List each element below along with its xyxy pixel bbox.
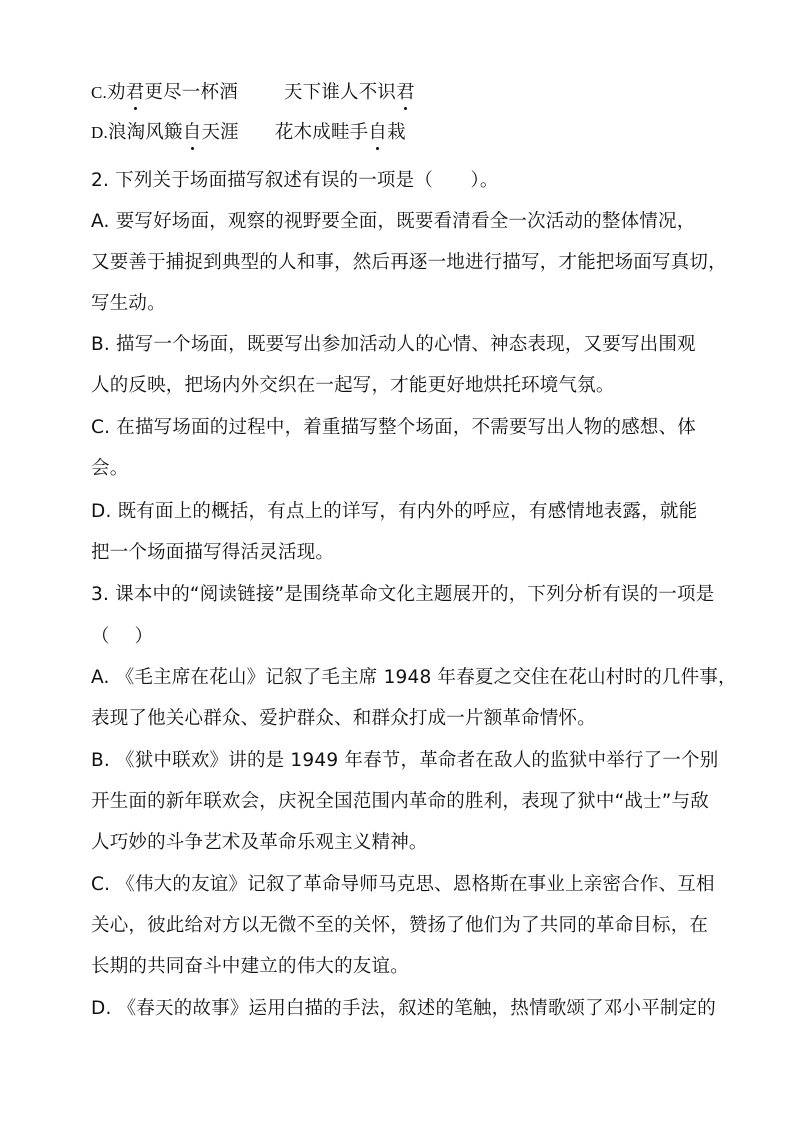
- q3-option-b-line3: 人巧妙的斗争艺术及革命乐观主义精神。: [91, 832, 428, 853]
- q2-option-a-line2: 又要善于捕捉到典型的人和事，然后再逐一地进行描写，才能把场面写真切，: [91, 252, 727, 273]
- q2-stem: 2. 下列关于场面描写叙述有误的一项是（ ）。: [91, 170, 499, 191]
- text: 更尽一杯酒: [144, 82, 238, 103]
- q3-option-c-line1: C. 《伟大的友谊》记叙了革命导师马克思、恩格斯在事业上亲密合作、互相: [91, 874, 715, 895]
- q3-option-b-line1: B. 《狱中联欢》讲的是 1949 年春节，革命者在敌人的监狱中举行了一个别: [91, 750, 719, 771]
- text: 浪淘风簸: [107, 122, 183, 143]
- text: 花木成畦手: [274, 122, 369, 143]
- q2-option-d-line1: D. 既有面上的概括，有点上的详写，有内外的呼应，有感情地表露，就能: [91, 501, 698, 522]
- q1-option-c: [91, 81, 415, 105]
- q3-option-a-line2: 表现了他关心群众、爱护群众、和群众打成一片额革命情怀。: [91, 708, 596, 729]
- emphasis-char: 君: [396, 82, 415, 103]
- q3-option-a-line1: A. 《毛主席在花山》记叙了毛主席 1948 年春夏之交住在花山村时的几件事，: [91, 667, 737, 688]
- q3-option-c-line2: 关心，彼此给对方以无微不至的关怀，赞扬了他们为了共同的革命目标，在: [91, 915, 709, 936]
- q2-option-b-line1: B. 描写一个场面，既要写出参加活动人的心情、神态表现，又要写出围观: [91, 334, 696, 355]
- emphasis-char: 君: [125, 82, 145, 103]
- q2-option-a-line1: A. 要写好场面，观察的视野要全面，既要看清看全一次活动的整体情况，: [91, 211, 696, 232]
- text: 天涯: [201, 122, 239, 143]
- option-label: D.: [91, 123, 108, 142]
- q3-option-d-line1: D. 《春天的故事》运用白描的手法，叙述的笔触，热情歌颂了邓小平制定的: [91, 998, 717, 1019]
- emphasis-char: 自: [182, 122, 202, 143]
- option-label: C.: [91, 83, 107, 102]
- text: 劝: [107, 82, 126, 103]
- text: 栽: [387, 122, 406, 143]
- q3-stem-line2: （ ）: [91, 626, 154, 647]
- q1-option-d: [91, 121, 406, 145]
- q3-stem-line1: 3. 课本中的“阅读链接”是围绕革命文化主题展开的，下列分析有误的一项是: [91, 584, 715, 605]
- text: 天下谁人不识: [283, 82, 397, 103]
- q2-option-d-line2: 把一个场面描写得活灵活现。: [91, 542, 335, 563]
- emphasis-char: 自: [368, 122, 388, 143]
- q2-option-a-line3: 写生动。: [91, 293, 166, 314]
- q2-option-c-line2: 会。: [91, 458, 129, 479]
- q3-option-b-line2: 开生面的新年联欢会，庆祝全国范围内革命的胜利，表现了狱中“战士”与敌: [91, 791, 709, 812]
- q2-option-c-line1: C. 在描写场面的过程中，着重描写整个场面，不需要写出人物的感想、体: [91, 417, 696, 438]
- q2-option-b-line2: 人的反映，把场内外交织在一起写，才能更好地烘托环境气氛。: [91, 375, 615, 396]
- q3-option-c-line3: 长期的共同奋斗中建立的伟大的友谊。: [91, 956, 409, 977]
